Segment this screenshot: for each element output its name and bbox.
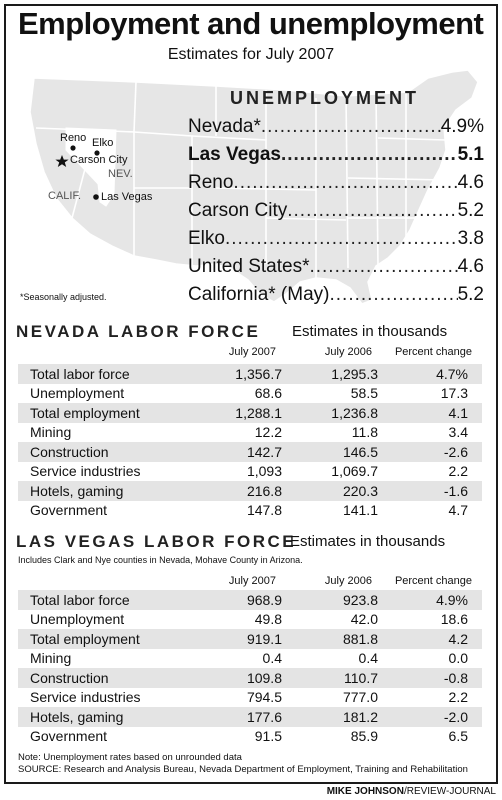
unemployment-label: Las Vegas <box>188 144 281 165</box>
cell-july-2006: 11.8 <box>351 424 378 441</box>
page-subtitle: Estimates for July 2007 <box>167 46 335 63</box>
table-row <box>18 668 482 688</box>
cell-july-2007: 12.2 <box>254 424 282 441</box>
cell-july-2006: 0.4 <box>358 650 378 667</box>
rounding-note: Note: Unemployment rates based on unrounded data <box>18 752 242 763</box>
map-label-las-vegas: Las Vegas <box>101 191 153 203</box>
leader-dots <box>261 116 441 138</box>
leader-dots <box>329 284 457 306</box>
nevada-col-header: July 2007 <box>228 346 276 358</box>
table-row <box>18 403 482 423</box>
nevada-col-header: July 2006 <box>324 346 372 358</box>
cell-percent-change: -1.6 <box>443 482 468 499</box>
table-row <box>18 688 482 708</box>
lasvegas-col-header: Percent change <box>394 575 472 587</box>
unemployment-value: 3.8 <box>457 228 484 249</box>
cell-july-2006: 58.5 <box>350 385 378 402</box>
map-label-nev: NEV. <box>108 168 133 180</box>
unemployment-value: 4.6 <box>457 256 484 277</box>
leader-dots <box>281 144 458 166</box>
table-row <box>18 501 482 521</box>
unemployment-value: 5.1 <box>457 144 484 165</box>
nevada-table <box>18 364 482 520</box>
cell-july-2007: 1,288.1 <box>235 404 282 421</box>
cell-percent-change: 6.5 <box>448 728 468 745</box>
cell-july-2007: 109.8 <box>246 669 282 686</box>
row-label: Total labor force <box>30 591 130 608</box>
credit-name: MIKE JOHNSON <box>326 786 404 797</box>
cell-percent-change: -0.8 <box>443 669 468 686</box>
unemployment-row <box>188 200 484 222</box>
unemployment-value: 4.6 <box>457 172 484 193</box>
row-label: Government <box>30 502 108 519</box>
table-row <box>18 442 482 462</box>
cell-percent-change: 3.4 <box>448 424 468 441</box>
cell-percent-change: 4.9% <box>436 591 468 608</box>
cell-percent-change: 18.6 <box>440 611 468 628</box>
unemployment-row <box>188 116 484 138</box>
map-label-elko: Elko <box>92 137 114 149</box>
row-label: Mining <box>30 424 72 441</box>
cell-july-2006: 220.3 <box>342 482 378 499</box>
table-row <box>18 590 482 610</box>
cell-percent-change: 2.2 <box>448 463 468 480</box>
map-label-calif: CALIF. <box>48 190 82 202</box>
table-row <box>18 384 482 404</box>
cell-percent-change: 17.3 <box>440 385 468 402</box>
page-title: Employment and unemployment <box>18 6 484 41</box>
cell-july-2006: 181.2 <box>342 708 378 725</box>
unemployment-row <box>188 284 484 306</box>
unemployment-label: Nevada* <box>188 116 261 137</box>
unemployment-value: 5.2 <box>457 200 484 221</box>
lasvegas-section-note: Includes Clark and Nye counties in Nevada, Mohave County in Arizona. <box>18 555 303 565</box>
unemployment-label: United States* <box>188 256 310 277</box>
cell-july-2006: 923.8 <box>342 591 378 608</box>
cell-july-2007: 794.5 <box>246 689 282 706</box>
lasvegas-table <box>18 590 482 746</box>
unemployment-label: California* (May) <box>188 284 330 305</box>
unemployment-value: 4.9% <box>440 116 484 137</box>
cell-percent-change: 4.7 <box>448 502 468 519</box>
nevada-section-title: NEVADA LABOR FORCE <box>16 322 261 341</box>
table-row <box>18 364 482 384</box>
row-label: Total employment <box>30 630 140 647</box>
cell-percent-change: 0.0 <box>448 650 468 667</box>
cell-percent-change: -2.0 <box>443 708 468 725</box>
row-label: Mining <box>30 650 72 667</box>
cell-july-2007: 68.6 <box>254 385 282 402</box>
cell-july-2006: 881.8 <box>342 630 378 647</box>
table-row <box>18 707 482 727</box>
lasvegas-section-title: LAS VEGAS LABOR FORCE <box>16 532 297 551</box>
cell-july-2007: 919.1 <box>246 630 282 647</box>
city-dot-icon <box>70 145 75 150</box>
cell-july-2006: 1,295.3 <box>331 365 378 382</box>
cell-july-2007: 142.7 <box>246 443 282 460</box>
table-row <box>18 423 482 443</box>
cell-percent-change: 4.1 <box>448 404 468 421</box>
cell-july-2006: 42.0 <box>350 611 378 628</box>
row-label: Total employment <box>30 404 140 421</box>
row-label: Hotels, gaming <box>30 482 124 499</box>
map-label-carson-city: Carson City <box>70 154 128 166</box>
lasvegas-col-header: July 2006 <box>324 575 372 587</box>
table-row <box>18 727 482 747</box>
unemployment-row <box>188 172 484 194</box>
lasvegas-section-subtitle: Estimates in thousands <box>290 533 446 550</box>
cell-july-2007: 1,356.7 <box>235 365 282 382</box>
row-label: Total labor force <box>30 365 130 382</box>
unemployment-row <box>188 256 484 278</box>
cell-july-2006: 777.0 <box>342 689 378 706</box>
unemployment-value: 5.2 <box>457 284 484 305</box>
row-label: Unemployment <box>30 611 125 628</box>
table-row <box>18 481 482 501</box>
leader-dots <box>309 256 457 278</box>
row-label: Service industries <box>30 689 141 706</box>
photo-credit <box>327 786 496 797</box>
cell-july-2007: 968.9 <box>246 591 282 608</box>
map-label-reno: Reno <box>60 132 87 144</box>
cell-july-2007: 49.8 <box>254 611 282 628</box>
table-row <box>18 610 482 630</box>
leader-dots <box>287 200 457 222</box>
cell-july-2007: 177.6 <box>246 708 282 725</box>
cell-july-2007: 1,093 <box>246 463 282 480</box>
row-label: Unemployment <box>30 385 125 402</box>
cell-july-2007: 0.4 <box>262 650 282 667</box>
unemployment-label: Reno <box>188 172 234 193</box>
cell-july-2007: 147.8 <box>246 502 282 519</box>
cell-percent-change: 4.2 <box>448 630 468 647</box>
cell-july-2006: 1,236.8 <box>331 404 378 421</box>
nevada-section-subtitle: Estimates in thousands <box>292 323 448 340</box>
cell-july-2006: 85.9 <box>350 728 378 745</box>
leader-dots <box>233 172 457 194</box>
cell-july-2006: 110.7 <box>344 669 378 686</box>
cell-july-2006: 146.5 <box>342 443 378 460</box>
unemployment-row <box>188 228 484 250</box>
cell-percent-change: -2.6 <box>443 443 468 460</box>
city-dot-icon <box>93 194 99 200</box>
table-row <box>18 629 482 649</box>
row-label: Construction <box>30 443 109 460</box>
cell-july-2006: 1,069.7 <box>331 463 378 480</box>
unemployment-label: Elko <box>188 228 225 249</box>
nevada-col-header: Percent change <box>394 346 472 358</box>
cell-percent-change: 2.2 <box>448 689 468 706</box>
cell-july-2007: 216.8 <box>246 482 282 499</box>
unemployment-row <box>188 144 484 166</box>
row-label: Service industries <box>30 463 141 480</box>
table-row <box>18 462 482 482</box>
credit-outlet: /REVIEW-JOURNAL <box>403 786 496 797</box>
cell-percent-change: 4.7% <box>436 365 468 382</box>
seasonal-footnote: *Seasonally adjusted. <box>20 292 107 302</box>
table-row <box>18 649 482 669</box>
leader-dots <box>225 228 458 250</box>
row-label: Construction <box>30 669 109 686</box>
cell-july-2006: 141.1 <box>342 502 378 519</box>
unemployment-label: Carson City <box>188 200 288 221</box>
unemployment-heading: UNEMPLOYMENT <box>230 88 419 108</box>
lasvegas-col-header: July 2007 <box>228 575 276 587</box>
cell-july-2007: 91.5 <box>254 728 282 745</box>
source-note: SOURCE: Research and Analysis Bureau, Nevada Department of Employment, Training and Rehabilitation <box>18 764 468 775</box>
row-label: Hotels, gaming <box>30 708 124 725</box>
row-label: Government <box>30 728 108 745</box>
